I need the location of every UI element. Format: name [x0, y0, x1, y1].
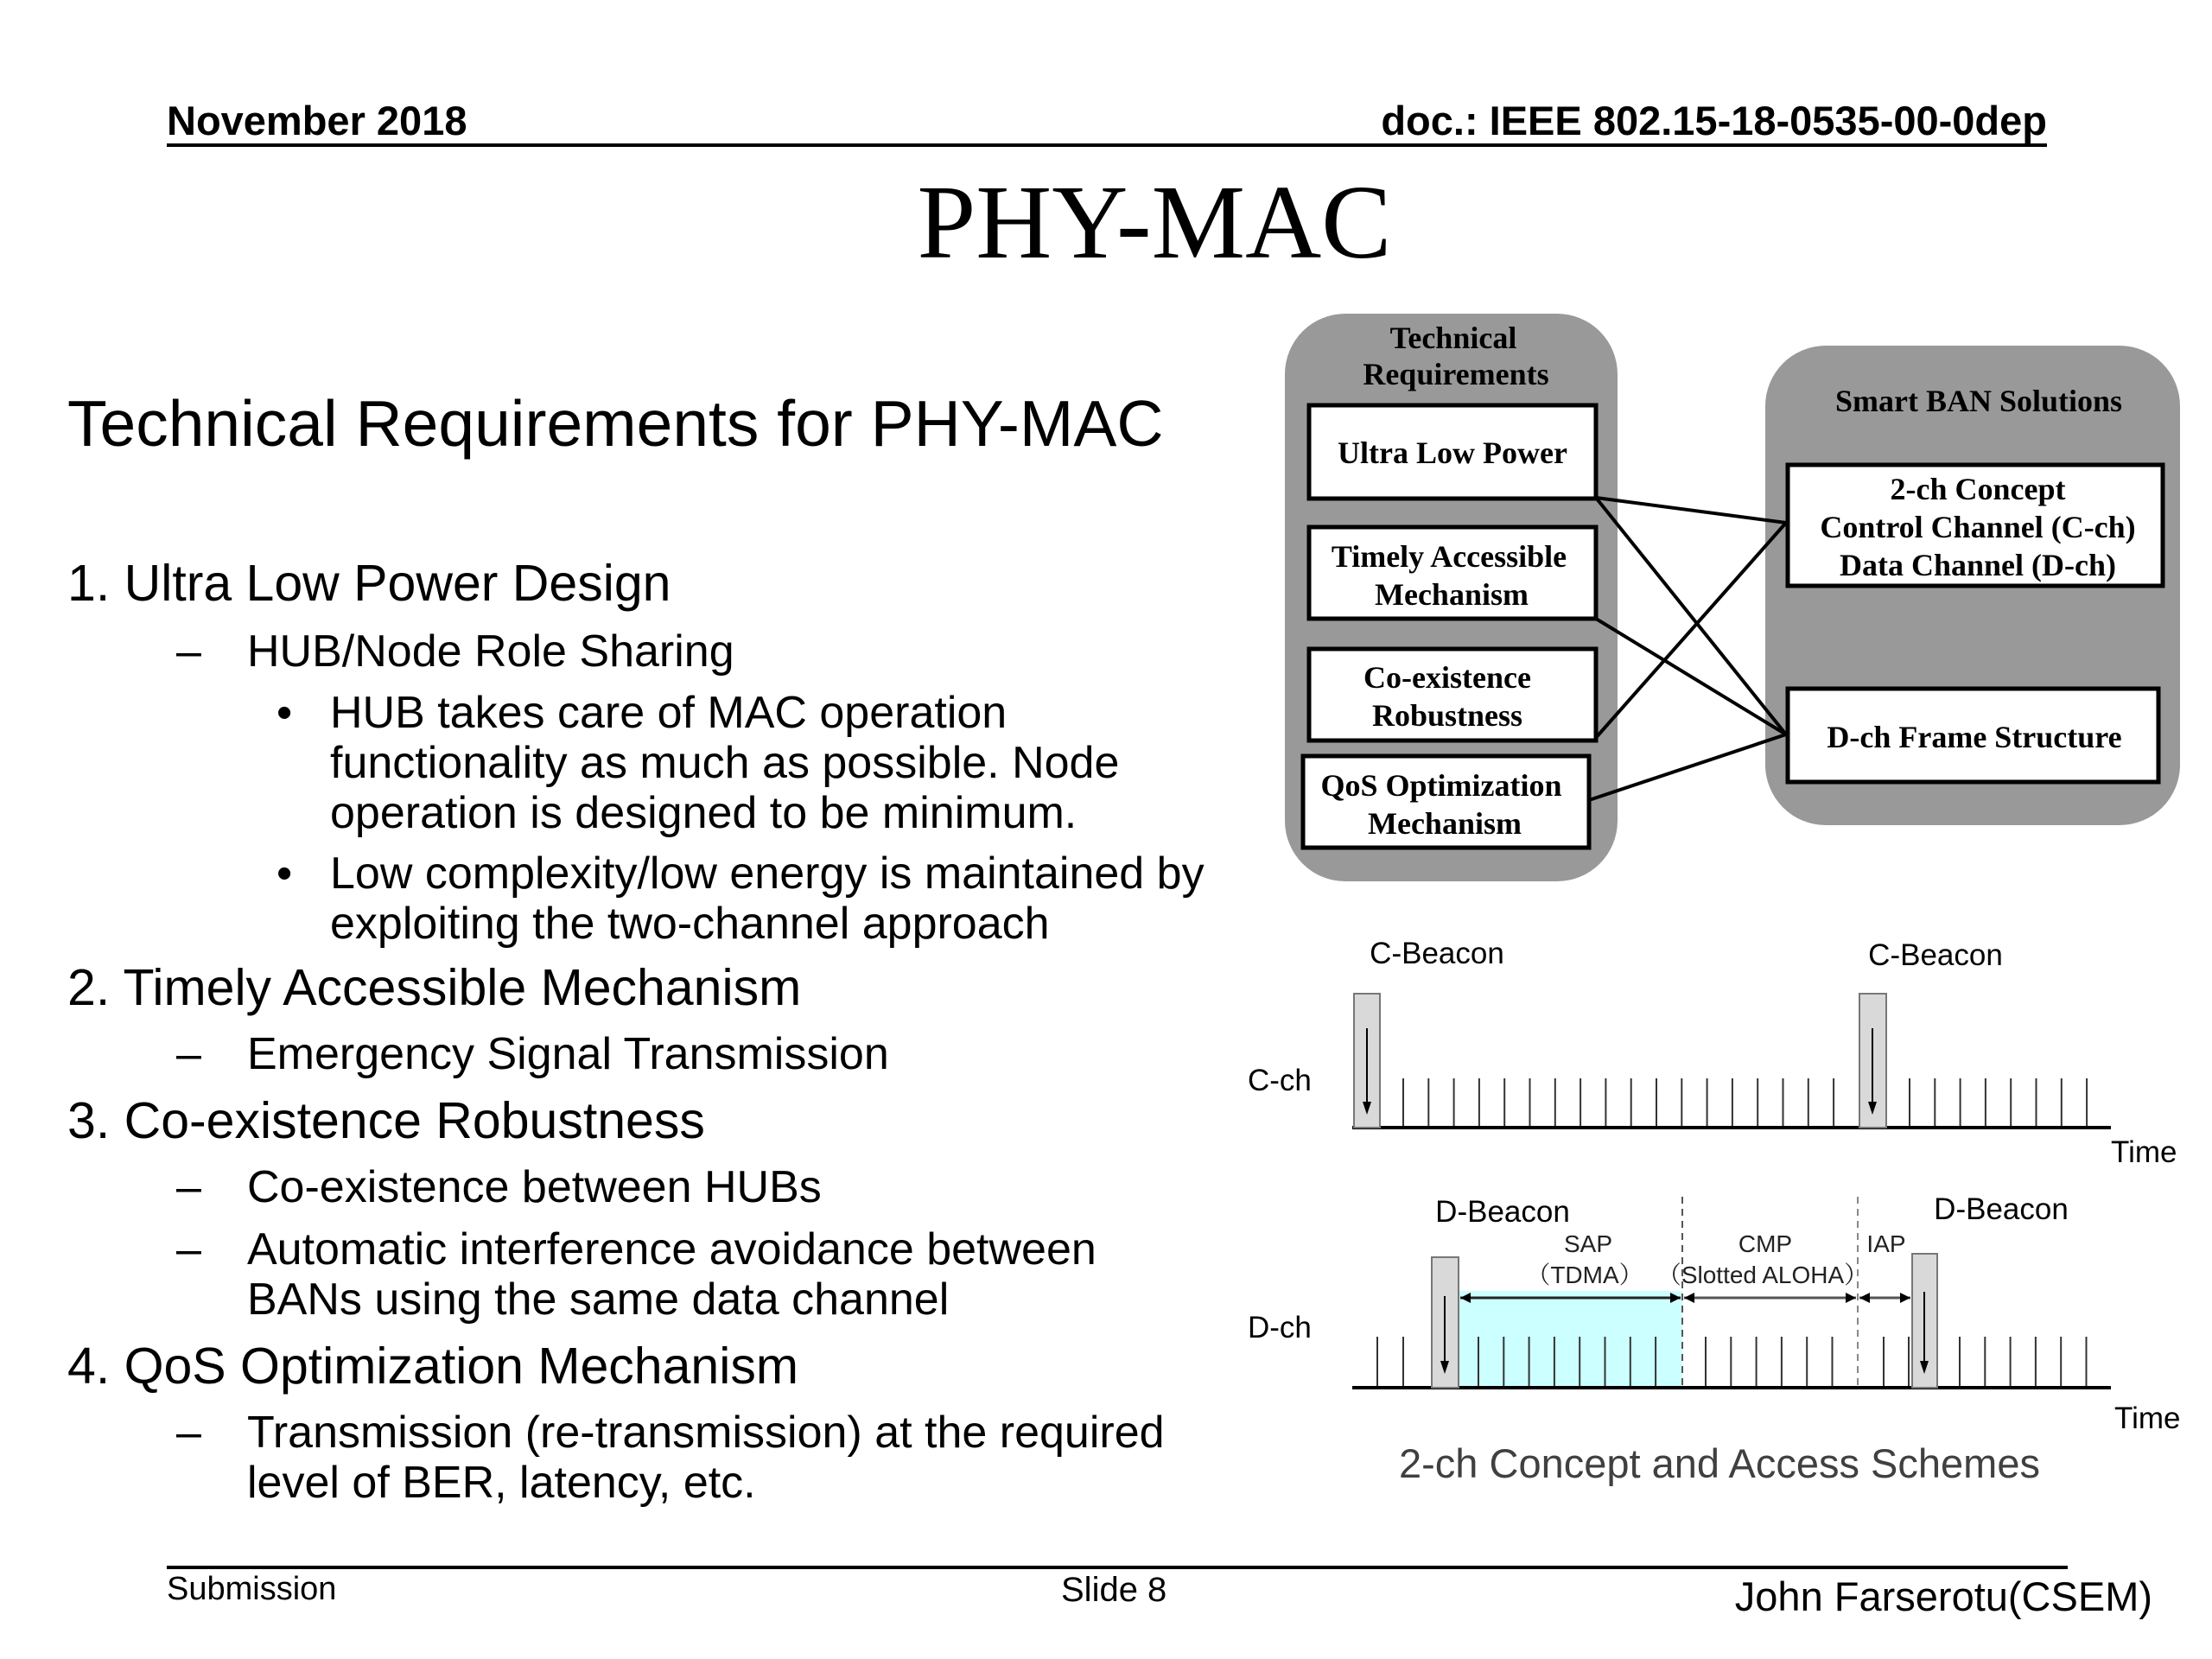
arrow-right-icon	[1846, 1293, 1856, 1303]
requirements-title-line: Requirements	[1363, 357, 1549, 391]
bullet-line: HUB takes care of MAC operation	[330, 688, 1007, 738]
sap-region	[1459, 1291, 1682, 1387]
dash-bullet: –	[176, 1408, 201, 1458]
box-label: Timely Accessible	[1331, 539, 1567, 574]
d-beacon-label: D-Beacon	[1435, 1195, 1570, 1229]
d-beacon	[1912, 1254, 1937, 1388]
solutions-title: Smart BAN Solutions	[1834, 384, 2123, 418]
footer-submission: Submission	[167, 1571, 337, 1607]
item-heading-2: 2. Timely Accessible Mechanism	[67, 959, 802, 1016]
box-label: Robustness	[1371, 698, 1523, 733]
box-label: 2-ch Concept	[1890, 472, 2066, 506]
slide-title: PHY-MAC	[917, 164, 1392, 281]
c-beacon	[1859, 994, 1886, 1128]
link-ulp-dframe	[1596, 498, 1786, 734]
d-beacon	[1432, 1257, 1459, 1388]
arrow-left-icon	[1859, 1293, 1870, 1303]
cmp-access-label: （Slotted ALOHA）	[1656, 1262, 1869, 1288]
link-tam-dframe	[1596, 619, 1786, 734]
dash-bullet: –	[176, 1162, 201, 1212]
box-label: Ultra Low Power	[1338, 435, 1567, 470]
c-beacon-label: C-Beacon	[1370, 937, 1504, 970]
bullet-line: exploiting the two-channel approach	[330, 899, 1050, 949]
subitem-text: Emergency Signal Transmission	[247, 1029, 889, 1079]
d-channel-label: D-ch	[1248, 1311, 1312, 1344]
sap-label: SAP	[1563, 1230, 1613, 1257]
link-qos-dframe	[1589, 734, 1786, 800]
d-beacon-label: D-Beacon	[1934, 1192, 2069, 1226]
arrow-left-icon	[1684, 1293, 1694, 1303]
bullet-line: operation is designed to be minimum.	[330, 788, 1077, 838]
subitem-line: BANs using the same data channel	[247, 1274, 950, 1325]
header-doc-id: doc.: IEEE 802.15-18-0535-00-0dep	[1381, 98, 2047, 143]
link-cer-twoch	[1594, 523, 1786, 740]
link-ulp-twoch	[1596, 498, 1786, 523]
item-heading-3: 3. Co-existence Robustness	[67, 1092, 705, 1149]
c-time-label: Time	[2111, 1135, 2177, 1169]
subitem-text: HUB/Node Role Sharing	[247, 626, 734, 677]
box-label: Control Channel (C-ch)	[1820, 510, 2136, 544]
bullet-line: Low complexity/low energy is maintained by	[330, 849, 1205, 899]
iap-label: IAP	[1866, 1230, 1906, 1257]
links	[1589, 498, 1786, 800]
bullet-dot: •	[276, 688, 293, 738]
box-label: QoS Optimization	[1320, 768, 1562, 803]
subitem-line: level of BER, latency, etc.	[247, 1458, 756, 1508]
requirements-title-line: Technical	[1389, 321, 1517, 355]
header-date: November 2018	[167, 98, 467, 143]
c-beacon-label: C-Beacon	[1868, 938, 2003, 972]
box-label: Mechanism	[1375, 577, 1529, 612]
dash-bullet: –	[176, 1029, 201, 1079]
c-beacon	[1354, 994, 1380, 1128]
box-label: Co-existence	[1363, 660, 1531, 695]
item-heading-1: 1. Ultra Low Power Design	[67, 555, 671, 612]
bullet-line: functionality as much as possible. Node	[330, 738, 1120, 788]
sap-access-label: （TDMA）	[1526, 1262, 1643, 1288]
footer-rule	[167, 1566, 2068, 1569]
timing-caption: 2-ch Concept and Access Schemes	[1399, 1440, 2040, 1486]
footer-slide-number: Slide 8	[1061, 1571, 1167, 1609]
section-heading: Technical Requirements for PHY-MAC	[67, 387, 1164, 460]
box-label: D-ch Frame Structure	[1827, 720, 2122, 754]
bullet-dot: •	[276, 849, 293, 899]
subitem-text: Co-existence between HUBs	[247, 1162, 822, 1212]
box-label: Mechanism	[1368, 806, 1522, 841]
box-label: Data Channel (D-ch)	[1840, 548, 2116, 582]
cmp-label: CMP	[1738, 1230, 1793, 1257]
c-channel-label: C-ch	[1248, 1064, 1312, 1097]
d-time-label: Time	[2114, 1402, 2181, 1435]
arrow-right-icon	[1900, 1293, 1910, 1303]
footer-author: John Farserotu(CSEM)	[1734, 1573, 2152, 1619]
subitem-line: Automatic interference avoidance between	[247, 1224, 1096, 1274]
dash-bullet: –	[176, 626, 201, 677]
item-heading-4: 4. QoS Optimization Mechanism	[67, 1338, 798, 1395]
c-channel-slots	[1403, 1078, 2087, 1128]
subitem-line: Transmission (re-transmission) at the required	[247, 1408, 1165, 1458]
dash-bullet: –	[176, 1224, 201, 1274]
